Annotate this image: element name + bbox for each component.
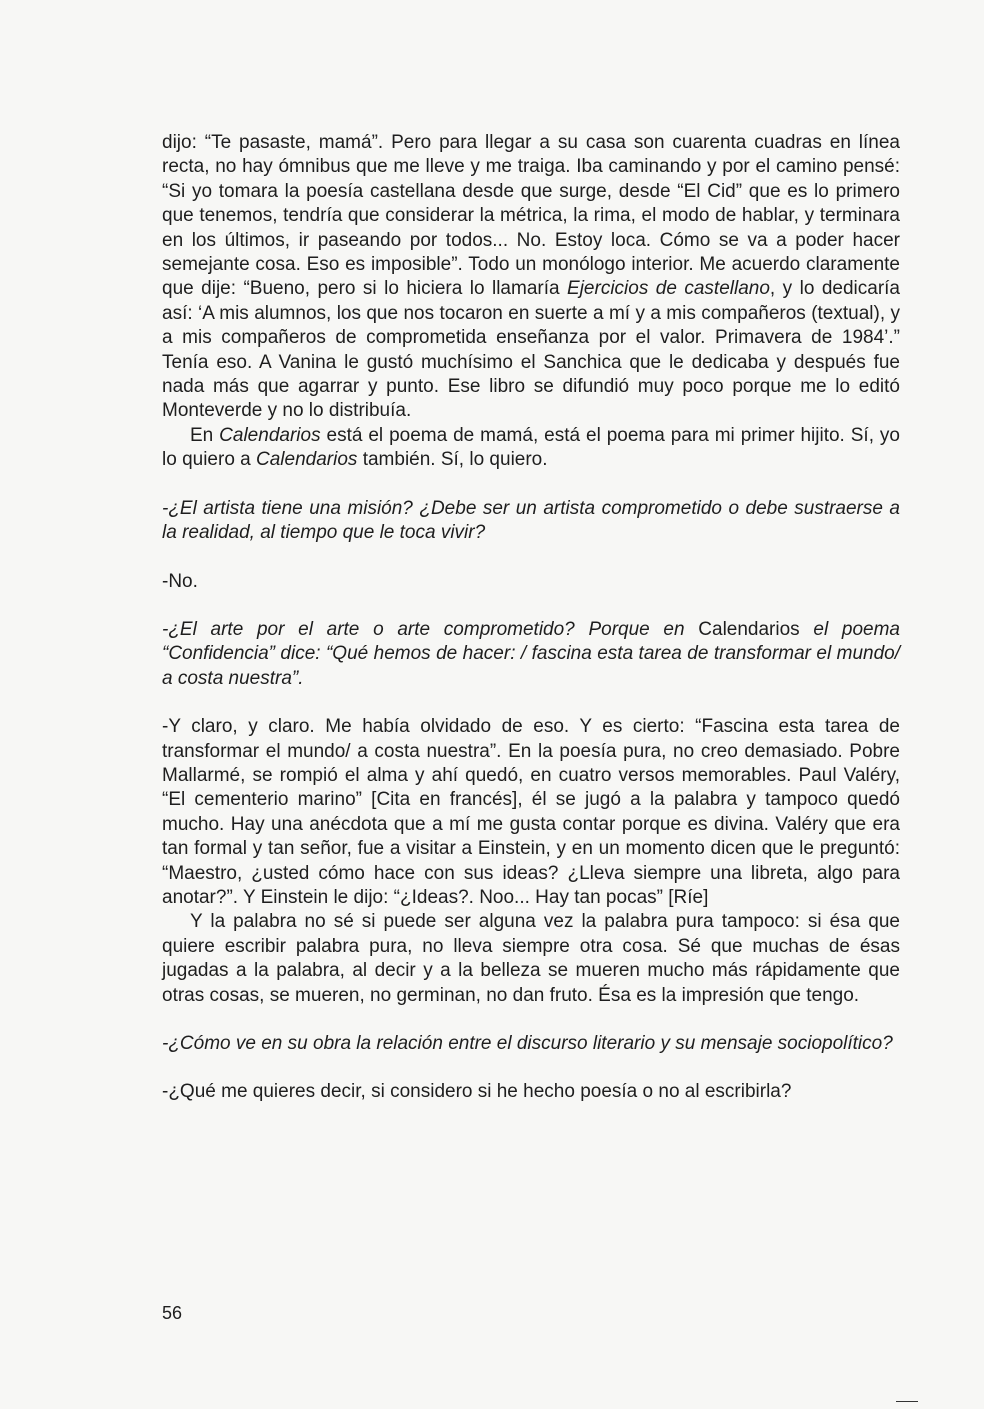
paragraph-text: está el poema de mamá, está el poema para mi primer hijito. Sí, yo lo quiero a <box>162 424 900 471</box>
page-number: 56 <box>162 1303 183 1323</box>
answer-3: -¿Qué me quieres decir, si considero si he hecho poesía o no al escribirla? <box>162 1081 792 1103</box>
paragraph-text: , y lo dedicaría así: ‘A mis alumnos, los que nos tocaron en suerte a mí y a mis compañeros (textual), y a mis compañeros de comprometida enseñanza por el valor. Primavera de 1984’.” Tenía eso. A Vanina le gustó muchísimo el Sanchica que le dedicaba y después fue nada más que agarrar y punto. Ese libro se difundió muy poco porque me lo editó Monteverde y no lo distribuía. <box>162 278 900 422</box>
question-2 <box>162 618 900 691</box>
corner-mark <box>896 1401 918 1402</box>
paragraph-1 <box>162 131 900 424</box>
paragraph-2 <box>162 424 900 473</box>
answer-1: -No. <box>162 570 198 592</box>
book-title: Calendarios <box>698 618 800 640</box>
question-1: -¿El artista tiene una misión? ¿Debe ser un artista comprometido o debe sustraerse a la realidad, al tiempo que le toca vivir? <box>162 497 900 544</box>
book-title: Ejercicios de castellano <box>567 278 770 300</box>
question-text: -¿El arte por el arte o arte comprometido? Porque en <box>162 618 699 640</box>
question-3: -¿Cómo ve en su obra la relación entre el discurso literario y su mensaje sociopolítico? <box>162 1033 893 1054</box>
paragraph-text: dijo: “Te pasaste, mamá”. Pero para llegar a su casa son cuarenta cuadras en línea recta, no hay ómnibus que me lleve y me traiga. Iba caminando y por el camino pensé: “Si yo tomara la poesía castellana desde que surge, desde “El Cid” que es lo primero que tenemos, tendría que considerar la métrica, la rima, el modo de hablar, y terminara en los últimos, ir paseando por todos... No. Estoy loca. Cómo se va a poder hacer semejante cosa. Eso es imposible”. Todo un monólogo interior. Me acuerdo claramente que dije: “Bueno, pero si lo hiciera lo llamaría <box>162 132 900 300</box>
paragraph-text: también. Sí, lo quiero. <box>357 449 548 471</box>
book-title: Calendarios <box>256 449 358 471</box>
paragraph-text: En <box>190 424 220 446</box>
answer-2-continued: Y la palabra no sé si puede ser alguna vez la palabra pura tampoco: si ésa que quiere escribir palabra pura, no lleva siempre otra cosa. Sé que muchas de ésas jugadas a la palabra, al decir y a la belleza se mueren mucho más rápidamente que otras cosas, se mueren, no germinan, no dan fruto. Ésa es la impresión que tengo. <box>162 911 900 1006</box>
answer-2: -Y claro, y claro. Me había olvidado de eso. Y es cierto: “Fascina esta tarea de transformar el mundo/ a costa nuestra”. En la poesía pura, no creo demasiado. Pobre Mallarmé, se rompió el alma y ahí quedó, en cuatro versos memorables. Paul Valéry, “El cementerio marino” [Cita en francés], él se jugó a la palabra y tampoco quedó mucho. Hay una anécdota que a mí me gusta contar porque es divina. Valéry que era tan formal y tan señor, fue a visitar a Einstein, y en un momento dicen que le preguntó: “Maestro, ¿usted cómo hace con sus ideas? ¿Lleva siempre una libreta, algo para anotar?”. Y Einstein le dijo: “¿Ideas?. Noo... Hay tan pocas” [Ríe] <box>162 716 900 908</box>
book-title: Calendarios <box>219 424 321 446</box>
page-body <box>162 131 900 1105</box>
question-text: el poema “Confidencia” dice: “Qué hemos de hacer: / fascina esta tarea de transformar el mundo/ a costa nuestra”. <box>162 618 900 689</box>
